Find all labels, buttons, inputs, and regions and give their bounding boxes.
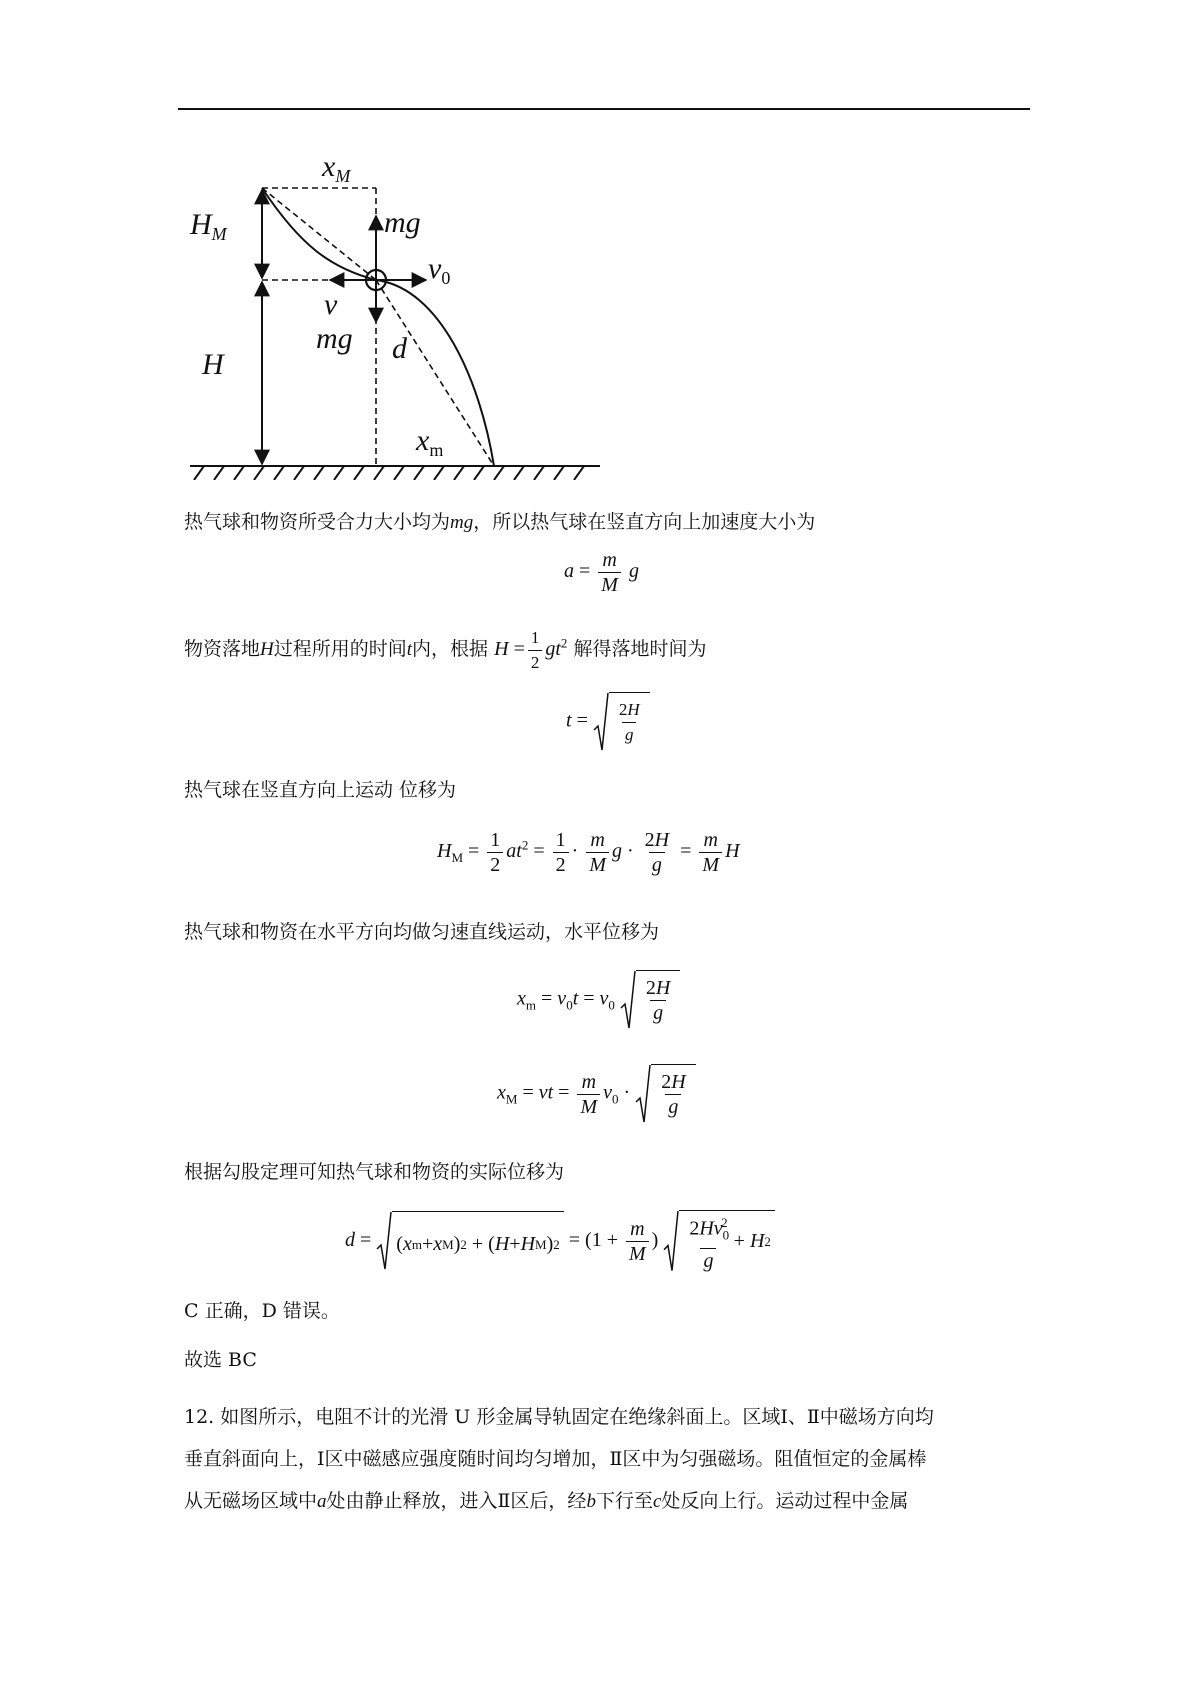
label-xM: $x_M$ (322, 150, 351, 186)
header-rule (178, 108, 1030, 110)
label-d: d (392, 332, 407, 365)
q12-line-1: 12. 如图所示，电阻不计的光滑 U 形金属导轨固定在绝缘斜面上。区域Ⅰ、Ⅱ中磁场方向均 (184, 1406, 934, 1428)
label-HM: $H_M$ (190, 208, 227, 244)
q12-line-3: 从无磁场区域中a处由静止释放，进入Ⅱ区后，经b下行至c处反向上行。运动过程中金属 (184, 1490, 909, 1512)
question-12 (184, 1396, 1030, 1523)
text-p1: 热气球和物资所受合力大小均为mg，所以热气球在竖直方向上加速度大小为 (184, 511, 816, 533)
text-p7: 故选 BC (184, 1349, 257, 1371)
dashed-guides (262, 188, 494, 466)
label-v: v (324, 288, 338, 321)
label-H: H (202, 348, 224, 381)
label-mg-up: mg (384, 206, 421, 239)
ground-hatching (194, 466, 584, 480)
text-p4: 热气球和物资在水平方向均做匀速直线运动，水平位移为 (184, 921, 660, 943)
label-v0: $v_0$ (428, 252, 451, 288)
eq-acceleration: a = $\frac{m}{M}$ g (564, 549, 639, 596)
eq-H-inline: H = $\frac{1}{2}$ $gt^2$ (494, 638, 567, 660)
text-p2: 物资落地H过程所用的时间t内，根据 H = $\frac{1}{2}$ $gt^2$ 解得落地时间为 (184, 626, 706, 675)
physics-diagram (180, 150, 610, 480)
q12-line-2: 垂直斜面向上，Ⅰ区中磁感应强度随时间均匀增加，Ⅱ区中为匀强磁场。阻值恒定的金属棒 (184, 1448, 927, 1470)
eq-xm: $x_m = v_0t = v_0$ $\frac{2H}{g}$ (517, 970, 680, 1030)
eq-xM: $x_M$ = vt = $\frac{m}{M}$ $v_0$ · $\frac{2H}{g}$ (497, 1064, 696, 1124)
text-p6: C 正确，D 错误。 (184, 1300, 340, 1322)
eq-d: d = ( x m + x M ) 2 + ( H + H M ) 2 = (1 + $\frac{m}{M}$ ) $\frac{2Hv_0^2}{g}$ + H 2 (345, 1210, 775, 1273)
text-p5: 根据勾股定理可知热气球和物资的实际位移为 (184, 1161, 565, 1183)
eq-time: t = $\frac{2H}{g}$ (566, 692, 650, 752)
label-mg-down: mg (316, 322, 353, 355)
eq-HM: $H_M$ = $\frac{1}{2}$ $at^2$ = $\frac{1}{2}$ · $\frac{m}{M}$ g · $\frac{2H}{g}$ = $\frac{m}{M}$ H (437, 829, 740, 876)
label-xm: $x_m$ (416, 424, 444, 460)
text-p3: 热气球在竖直方向上运动 位移为 (184, 779, 457, 801)
